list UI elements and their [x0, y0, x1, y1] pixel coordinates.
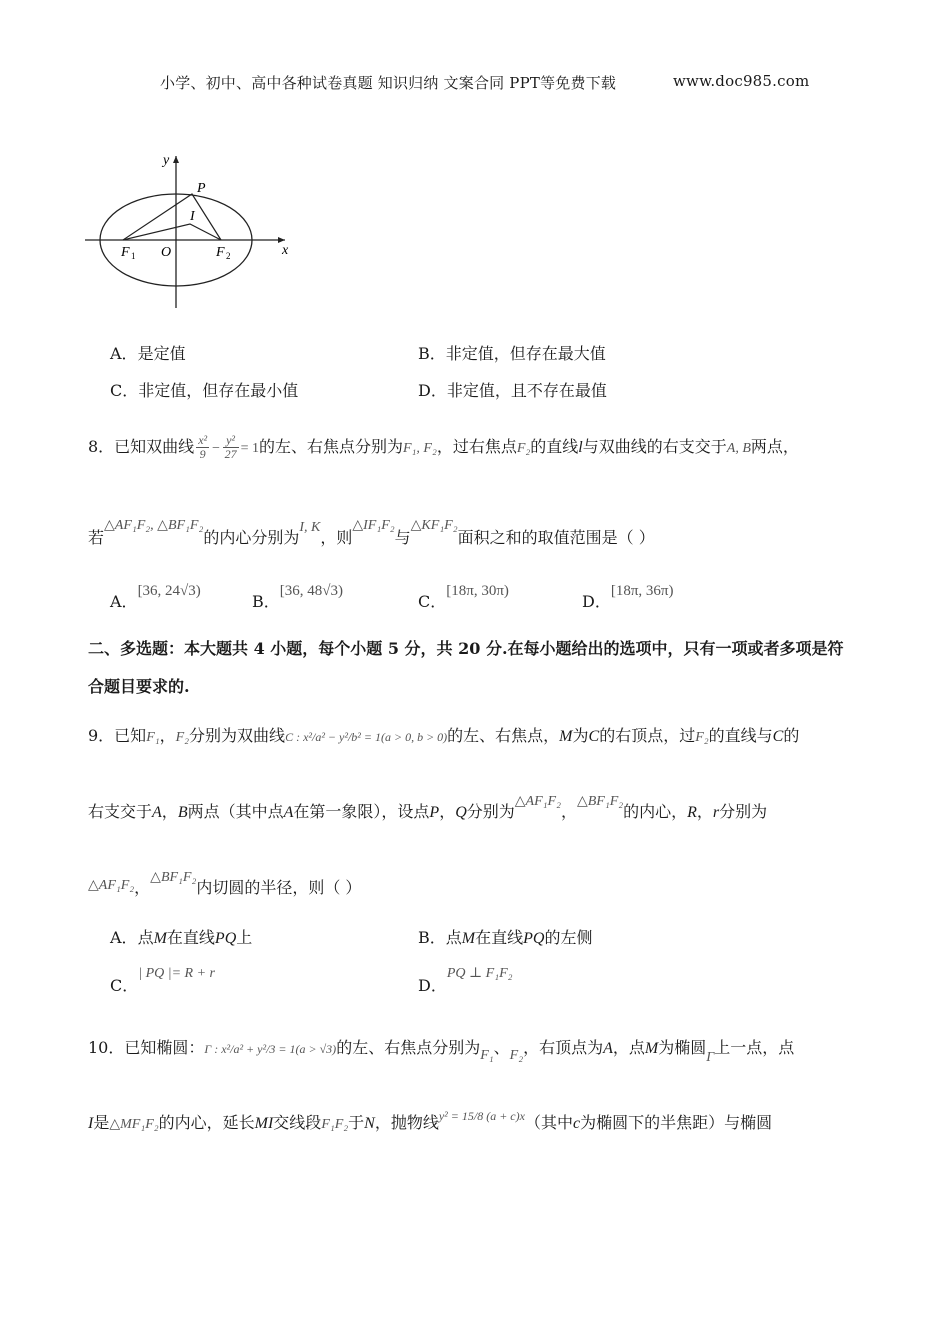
- option-text: 的左侧: [544, 928, 593, 947]
- option-text: 上: [236, 928, 253, 947]
- ellipse-figure: [85, 148, 305, 310]
- math-gamma: Γ: [706, 1050, 715, 1065]
- q8-line1: [88, 434, 799, 461]
- q9-text: ，: [161, 802, 178, 821]
- q10-text: 为椭圆: [658, 1038, 707, 1057]
- math-a: A: [152, 804, 162, 821]
- q8-text: 的内心分别为: [203, 528, 300, 547]
- q10-text: 的左、右焦点分别为: [336, 1038, 481, 1057]
- math-f2: F₂: [175, 730, 190, 745]
- math-tri: △MF₁F₂: [109, 1117, 159, 1132]
- q10-line2: [88, 1109, 773, 1135]
- option-key: C．: [110, 381, 139, 400]
- q9-text: 的右顶点，过: [599, 726, 696, 745]
- math-c: C: [772, 728, 784, 745]
- eq-minus: −: [211, 441, 221, 456]
- option-text: 非定值，且不存在最值: [446, 381, 607, 400]
- math-tri-a: △AF₁F₂: [88, 878, 135, 893]
- math-i: I: [88, 1115, 94, 1132]
- q10-text: 、: [493, 1038, 510, 1057]
- math-ik: I, K: [299, 520, 321, 535]
- math-a: A: [283, 804, 294, 821]
- q8-option-b: [252, 580, 343, 611]
- label-f2: F: [216, 245, 225, 260]
- option-value: [36, 24√3): [137, 583, 201, 599]
- q9-text: 内切圆的半径，则（ ）: [196, 878, 362, 897]
- option-text: 点: [137, 928, 154, 947]
- section2-line1: 二、多选题：本大题共 4 小题，每个小题 5 分，共 20 分.在每小题给出的选项中，只有一项或者多项是符: [88, 639, 844, 658]
- label-p: P: [197, 181, 206, 196]
- q8-text: 8．已知双曲线: [88, 437, 195, 456]
- q9-option-a: [110, 928, 252, 949]
- q7-option-d: [418, 381, 607, 401]
- q10-text: 的内心，延长: [158, 1113, 255, 1132]
- q9-text: 的内心，: [623, 802, 688, 821]
- math-ab: A, B: [726, 441, 751, 456]
- math-c: C: [588, 728, 600, 745]
- frac-x2-9: [196, 434, 209, 461]
- math-tri-a: △AF₁F₂: [514, 794, 561, 809]
- q10-text: 为椭圆下的半焦距）与椭圆: [580, 1113, 773, 1132]
- option-key: A．: [110, 344, 138, 363]
- math-a: A: [603, 1040, 613, 1057]
- option-value: PQ ⊥ F₁F₂: [446, 966, 513, 981]
- q8-text: 与双曲线的右支交于: [582, 437, 727, 456]
- option-text: 在直线: [475, 928, 524, 947]
- q8-option-d: [582, 580, 674, 611]
- math-f2: F₂: [509, 1048, 524, 1063]
- option-key: D．: [418, 976, 447, 995]
- math-m: M: [644, 1040, 659, 1057]
- q7-option-c: [110, 381, 298, 401]
- frac-den: 9: [199, 447, 206, 461]
- math-f1: F₁: [146, 730, 160, 745]
- q8-text: 与: [394, 528, 411, 547]
- option-value: [18π, 30π): [446, 583, 509, 599]
- q10-text: ，抛物线: [374, 1113, 439, 1132]
- math-f1: F₁: [480, 1048, 494, 1063]
- math-parabola-eq: y² = 15/8 (a + c)x: [438, 1109, 525, 1123]
- q8-text: 的直线: [530, 437, 579, 456]
- math-R: R: [687, 804, 697, 821]
- frac-y2-27: [223, 434, 239, 461]
- option-value: [18π, 36π): [610, 583, 674, 599]
- option-text: 非定值，但存在最大值: [445, 344, 606, 363]
- math-tri-k: △KF₁F₂: [410, 518, 458, 533]
- header-site[interactable]: www.doc985.com: [673, 72, 810, 90]
- q9-line2: [88, 794, 768, 824]
- math-m: M: [153, 930, 167, 947]
- option-key: C．: [110, 976, 139, 995]
- q8-text: 若: [88, 528, 105, 547]
- math-hyperbola-eq: C : x²/a² − y²/b² = 1(a > 0, b > 0): [285, 730, 448, 744]
- q9-text: 的: [783, 726, 800, 745]
- math-n: N: [364, 1115, 375, 1132]
- q9-line3: [88, 870, 362, 900]
- label-x: x: [282, 243, 289, 258]
- option-key: D．: [418, 381, 447, 400]
- q10-text: 于: [348, 1113, 365, 1132]
- option-key: C．: [418, 592, 447, 611]
- q10-text: ，右顶点为: [523, 1038, 604, 1057]
- q10-line1: [88, 1038, 795, 1065]
- q9-text: 在第一象限），设点: [293, 802, 430, 821]
- option-value: | PQ |= R + r: [138, 966, 216, 981]
- q10-text: 交线段: [273, 1113, 322, 1132]
- y-axis-arrow: [173, 156, 179, 163]
- incenter-lines: [123, 224, 221, 240]
- q9-text: ，: [439, 802, 456, 821]
- q9-text: ，: [134, 878, 151, 897]
- q8-option-a: [110, 580, 201, 611]
- q10-text: 是: [93, 1113, 110, 1132]
- q9-option-c: [110, 962, 216, 995]
- q9-text: 分别为双曲线: [189, 726, 286, 745]
- q9-option-d: [418, 962, 513, 995]
- q9-text: 为: [572, 726, 589, 745]
- q9-text: 右支交于: [88, 802, 153, 821]
- q8-text: 面积之和的取值范围是（ ）: [457, 528, 655, 547]
- eq-rhs: = 1: [240, 441, 259, 456]
- math-m: M: [559, 728, 573, 745]
- q8-text: ，过右焦点: [436, 437, 517, 456]
- q9-text: 分别为: [719, 802, 768, 821]
- math-tri-b: △BF₁F₂: [150, 870, 197, 885]
- q8-text: 两点，: [750, 437, 799, 456]
- option-key: A．: [110, 928, 138, 947]
- q9-text: 两点（其中点: [187, 802, 284, 821]
- q8-text: 的左、右焦点分别为: [258, 437, 403, 456]
- triangle-pf1f2: [123, 194, 221, 240]
- math-p: P: [429, 804, 440, 821]
- q9-text: 的直线与: [708, 726, 773, 745]
- q8-text: ，则: [320, 528, 353, 547]
- frac-num: y²: [223, 434, 239, 448]
- option-text: 非定值，但存在最小值: [138, 381, 299, 400]
- math-b: B: [177, 804, 188, 821]
- q9-text: ，: [696, 802, 713, 821]
- q8-option-c: [418, 580, 509, 611]
- frac-den: 27: [224, 447, 237, 461]
- option-text: 是定值: [137, 344, 186, 363]
- math-triangles: △AF₁F₂, △BF₁F₂: [104, 518, 204, 533]
- math-m: M: [461, 930, 476, 947]
- option-key: B．: [252, 592, 280, 611]
- math-pq: PQ: [214, 930, 237, 947]
- q9-text: 的左、右焦点，: [447, 726, 560, 745]
- math-tri-i: △IF₁F₂: [352, 518, 395, 533]
- q9-line1: [88, 726, 799, 748]
- math-l: l: [578, 439, 583, 456]
- option-text: 在直线: [166, 928, 215, 947]
- q7-option-b: [418, 344, 606, 364]
- option-key: B．: [418, 344, 446, 363]
- math-c: c: [572, 1115, 581, 1132]
- label-o: O: [161, 245, 172, 260]
- math-q: Q: [455, 804, 467, 821]
- q8-line2: [88, 518, 655, 550]
- math-f2: F₂: [695, 730, 709, 745]
- q9-option-b: [418, 928, 592, 949]
- q7-option-a: [110, 344, 186, 364]
- label-f1: F: [121, 245, 130, 260]
- option-key: B．: [418, 928, 446, 947]
- label-f2-sub: 2: [226, 251, 231, 261]
- math-f2: F₂: [516, 441, 531, 456]
- option-text: 点: [445, 928, 462, 947]
- q9-text: ，: [560, 802, 577, 821]
- q10-text: （其中: [524, 1113, 573, 1132]
- frac-num: x²: [198, 433, 208, 447]
- q10-text: ，点: [612, 1038, 645, 1057]
- math-foci: F₁, F₂: [403, 441, 437, 456]
- math-ellipse-eq: Γ : x²/a² + y²/3 = 1(a > √3): [204, 1042, 337, 1056]
- math-pq: PQ: [523, 930, 545, 947]
- label-i: I: [190, 209, 195, 224]
- label-f1-sub: 1: [131, 251, 136, 261]
- section2-line2: 合题目要求的.: [88, 677, 190, 696]
- q10-text: 10．已知椭圆：: [88, 1038, 205, 1057]
- math-mi: MI: [254, 1115, 274, 1132]
- label-y: y: [163, 153, 170, 168]
- math-tri-b: △BF₁F₂: [576, 794, 624, 809]
- math-f1f2: F₁F₂: [321, 1117, 349, 1132]
- q9-text: ，: [159, 726, 176, 745]
- q10-text: 上一点，点: [714, 1038, 795, 1057]
- q9-text: 分别为: [466, 802, 515, 821]
- option-key: D．: [582, 592, 611, 611]
- option-key: A．: [110, 592, 138, 611]
- option-value: [36, 48√3): [279, 583, 343, 599]
- q9-text: 9．已知: [88, 726, 147, 745]
- math-r: r: [712, 804, 720, 821]
- header-text: 小学、初中、高中各种试卷真题 知识归纳 文案合同 PPT等免费下载: [160, 74, 617, 92]
